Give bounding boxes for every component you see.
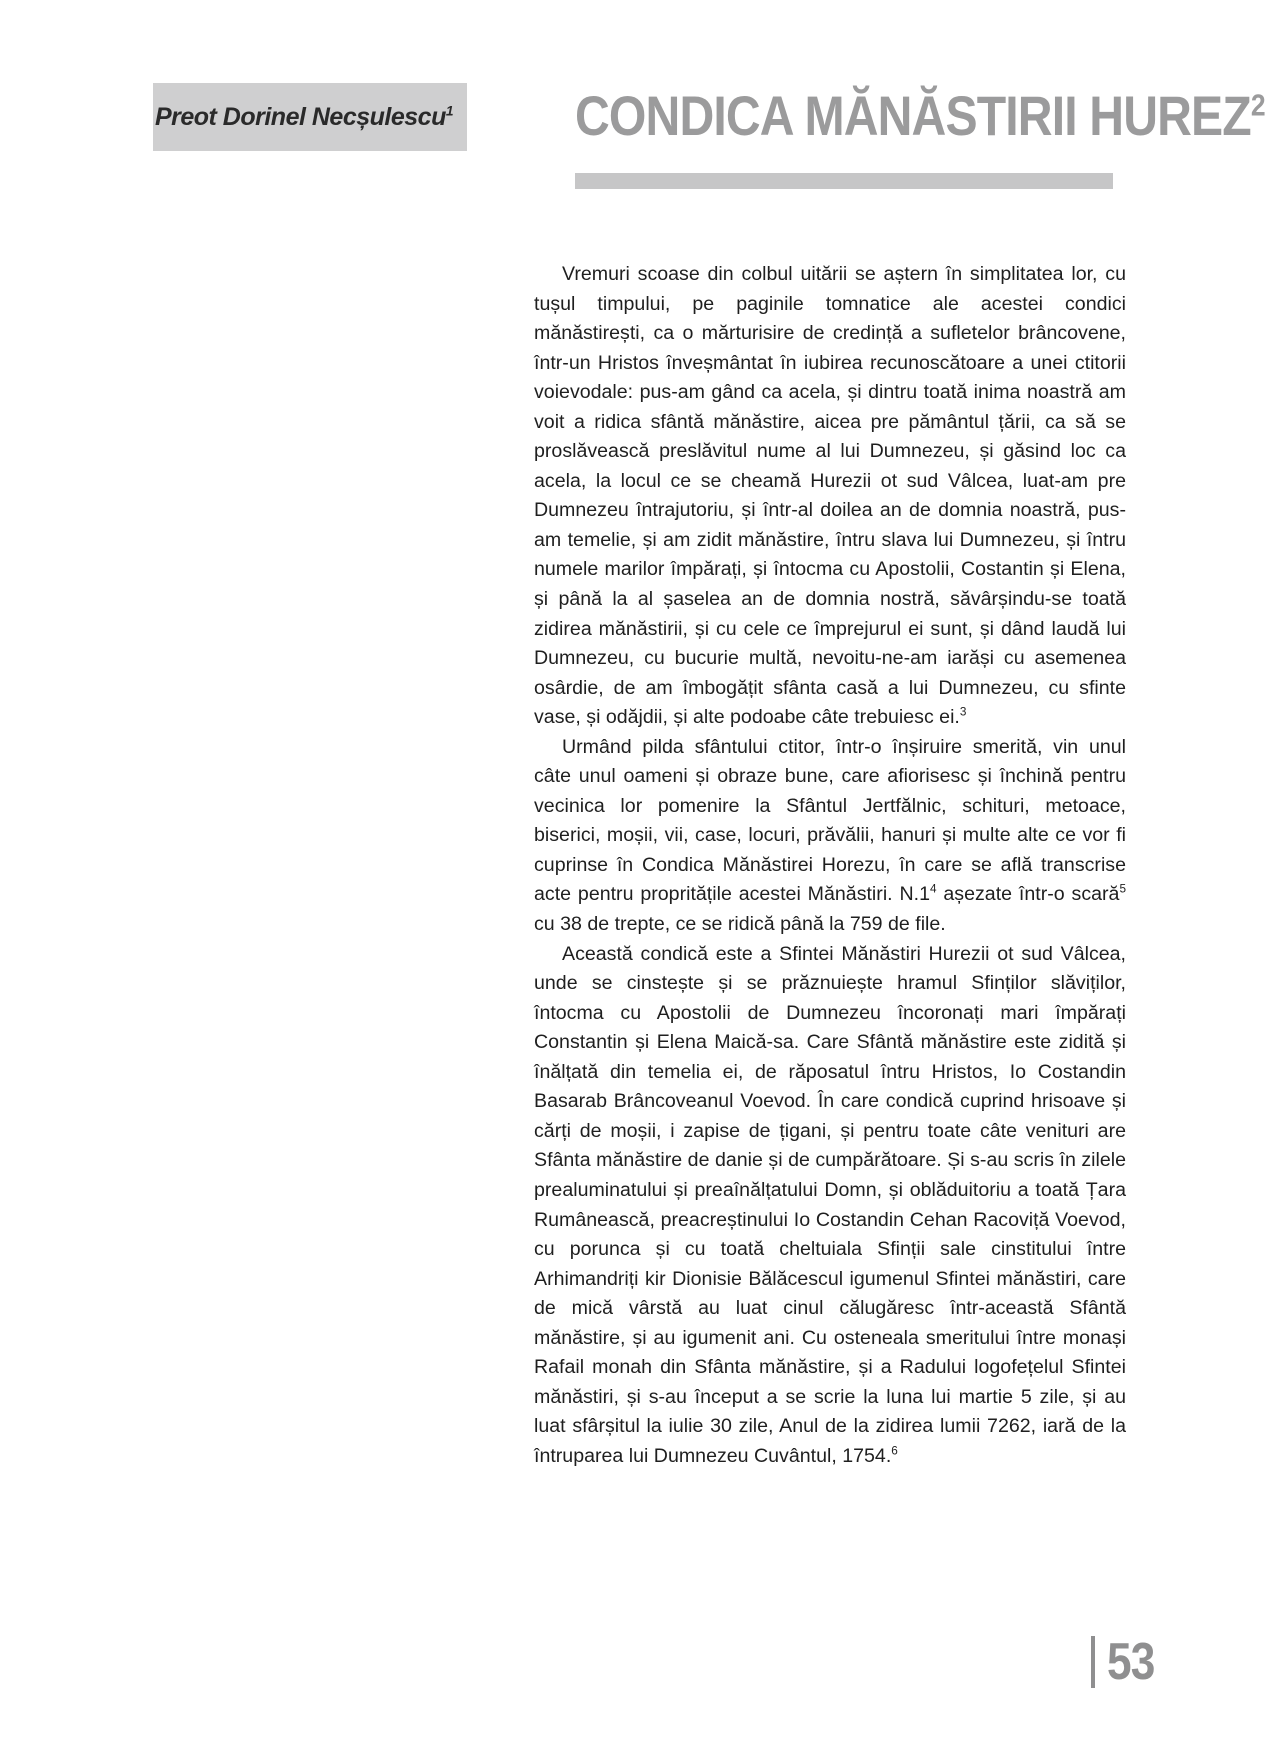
page-number	[1091, 1633, 1163, 1691]
paragraph-2-text-b: așezate într-o scară	[936, 883, 1120, 906]
paragraph-3-text: Această condică este a Sfintei Mănăstiri Hurezii ot sud Vâlcea, unde se cinstește și se prăznuiește hramul Sfinților slăviților, întocma cu Apostolii de Dumnezeu încoronați mari împărați Constantin și Elena Maică-sa. Care Sfântă mănăstire este zidită și înălțată din temelia ei, de răposatul întru Hristos, Io Costandin Basarab Brâncoveanul Voevod. În care condică cuprind hrisoave și cărți de moșii, i zapise de țigani, și pentru toate câte venituri are Sfânta mănăstire de danie și de cumpărătoare. Și s-au scris în zilele prealuminatului și preaînălțatului Domn, și oblăduitoriu a toată Țara Rumânească, preacreștinului Io Costandin Cehan Racoviță Voevod, cu porunca și cu toată cheltuiala Sfinții sale cinstitului între Arhimandriți kir Dionisie Bălăcescul igumenul Sfintei mănăstiri, care de mică vârstă au luat cinul călugăresc într-această Sfântă mănăstire, și au igumenit ani. Cu osteneala smeritului între monași Rafail monah din Sfânta mănăstire, și a Radului logofețelul Sfintei mănăstiri, și s-au început a se scrie la luna lui martie 5 zile, și au luat sfârșitul la iulie 30 zile, Anul de la zidirea lumii 7262, iară de la întruparea lui Dumnezeu Cuvântul, 1754.	[534, 942, 1126, 1467]
author-footnote-ref[interactable]: 1	[445, 103, 453, 119]
paragraph-2-text-a: Urmând pilda sfântului ctitor, într-o înșiruire smerită, vin unul câte unul oameni și obraze bune, care afiorisesc și închină pentru vecinica lor pomenire la Sfântul Jertfălnic, schituri, metoace, biserici, moșii, vii, case, locuri, prăvălii, hanuri și multe alte ce vor fi cuprinse în Condica Mănăstirei Horezu, în care se află transcrise acte pentru propritățile acestei Mănăstiri. N.1	[534, 735, 1126, 906]
page-number-rule	[1091, 1636, 1095, 1688]
author-text: Preot Dorinel Necșulescu	[154, 102, 446, 131]
footnote-ref-4[interactable]: 4	[929, 882, 937, 896]
article-body	[534, 260, 1126, 1471]
footnote-ref-3[interactable]: 3	[959, 705, 967, 719]
title-text: CONDICA MĂNĂSTIRII HUREZ	[575, 84, 1251, 147]
footnote-ref-5[interactable]: 5	[1119, 882, 1126, 896]
title-footnote-ref[interactable]: 2	[1250, 87, 1265, 123]
page-number-text: 53	[1107, 1633, 1155, 1691]
paragraph-2-text-c: cu 38 de trepte, ce se ridică până la 759 de file.	[534, 913, 946, 936]
title-underline-bar	[575, 173, 1113, 189]
footnote-ref-6[interactable]: 6	[891, 1444, 898, 1458]
paragraph-1	[534, 260, 1126, 733]
paragraph-2	[534, 733, 1126, 940]
paragraph-3	[534, 940, 1126, 1472]
paragraph-1-text: Vremuri scoase din colbul uitării se aștern în simplitatea lor, cu tușul timpului, pe paginile tomnatice ale acestei condici mănăstirești, ca o mărturisire de credință a sufletelor brâncovene, într-un Hristos înveșmântat în iubirea recunoscătoare a unei ctitorii voievodale: pus-am gând ca acela, și dintru toată inima noastră am voit a ridica sfântă mănăstire, aicea pre pământul țării, ca să se proslăvească preslăvitul nume al lui Dumnezeu, și găsind loc ca acela, la locul ce se cheamă Hurezii ot sud Vâlcea, luat-am pre Dumnezeu întrajutoriu, și într-al doilea an de domnia noastră, pus-am temelie, și am zidit mănăstire, întru slava lui Dumnezeu, și întru numele marilor împărați, și întocma cu Apostolii, Costantin și Elena, și până la al șaselea an de domnia nostră, săvârșindu-se toată zidirea mănăstirii, și cu cele ce împrejurul ei sunt, și dând laudă lui Dumnezeu, cu bucurie multă, nevoitu-ne-am iarăși cu asemenea osârdie, de am îmbogățit sfânta casă a lui Dumnezeu, cu sfinte vase, și odăjdii, și alte podoabe câte trebuiesc ei.	[534, 263, 1126, 729]
article-title	[575, 84, 1265, 148]
author-box	[153, 83, 467, 151]
author-name	[155, 103, 453, 132]
